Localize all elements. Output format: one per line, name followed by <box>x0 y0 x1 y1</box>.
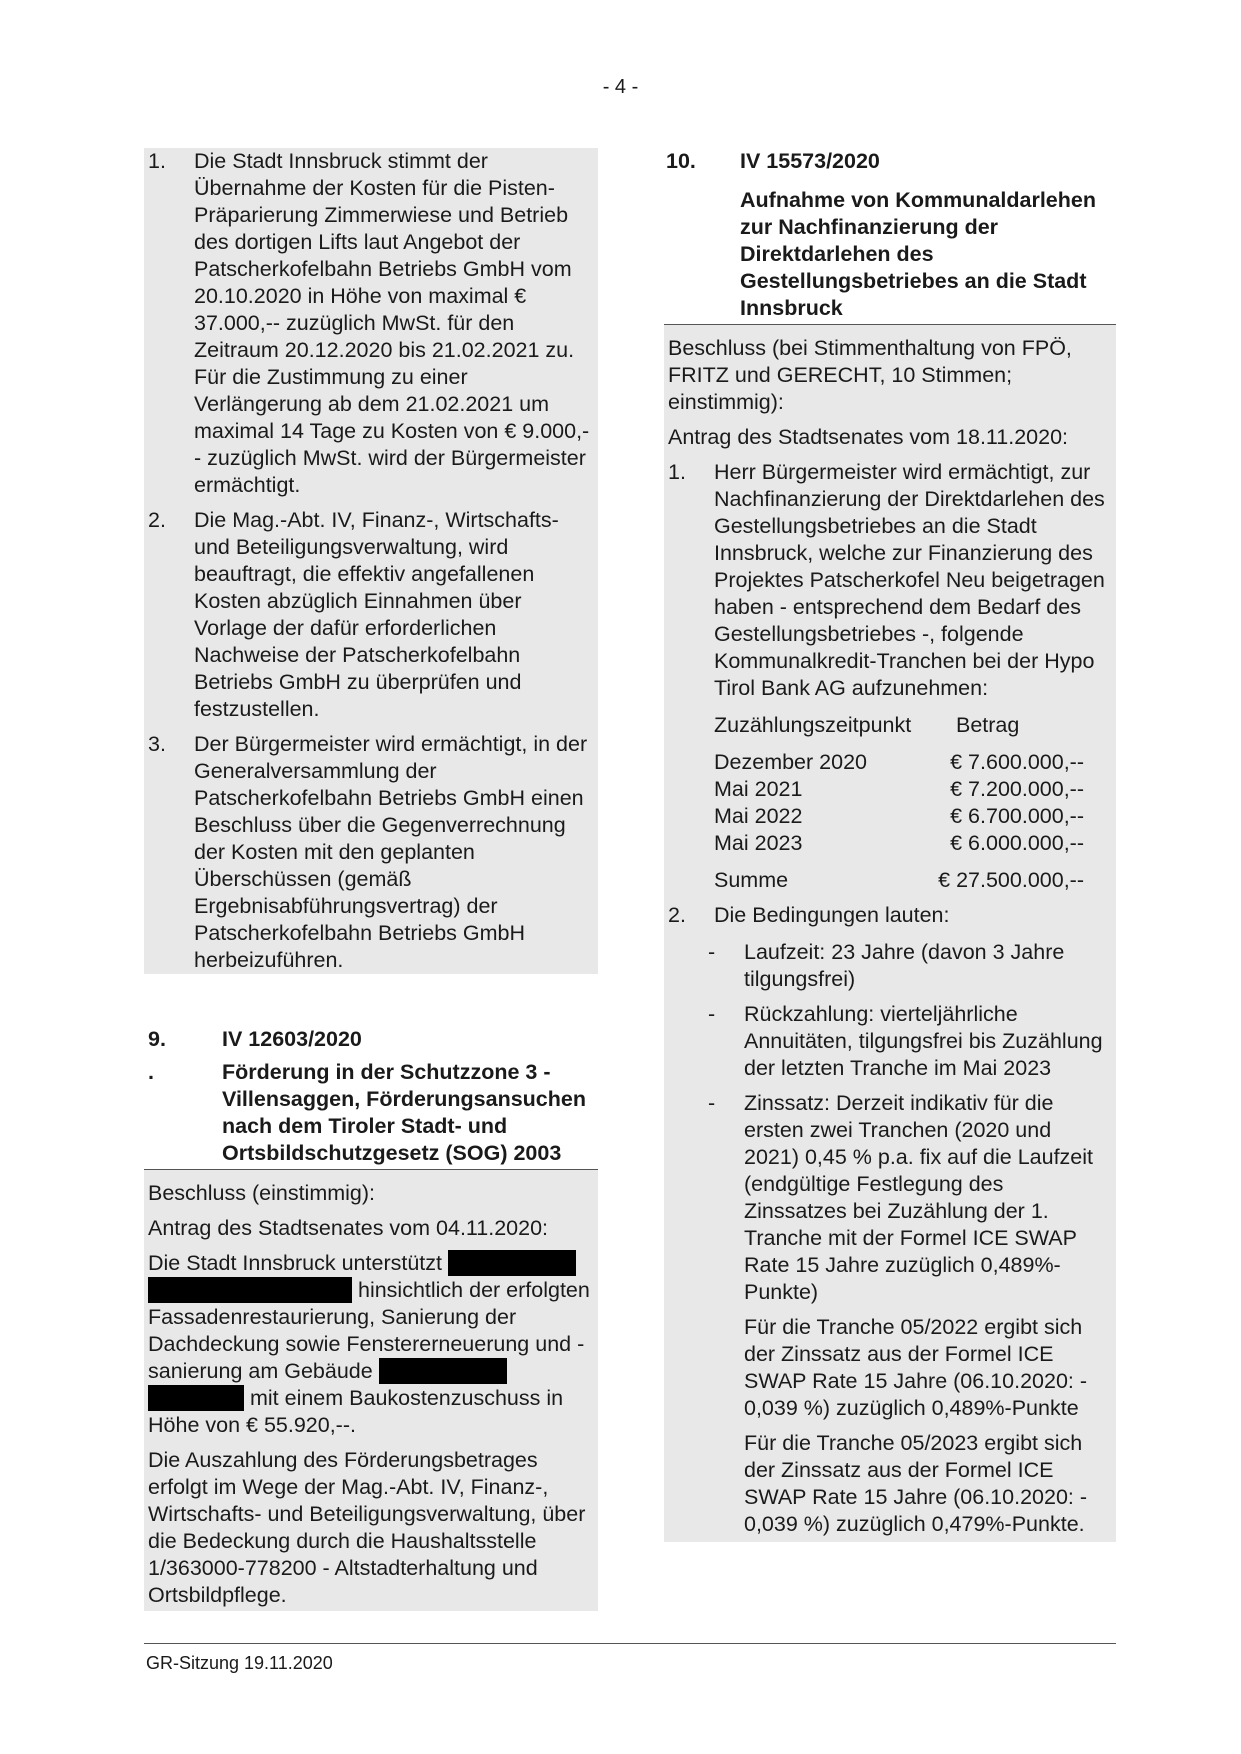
item-text: Der Bürgermeister wird ermächtigt, in der Generalversammlung der Patscherkofelbahn Betriebs GmbH einen Beschluss über die Gegenverrechnung der Kosten mit den geplanten Überschüssen (gemäß Ergebnisabführungsvertrag) der Patscherkofelbahn Betriebs GmbH herbeizuführen. <box>194 732 588 972</box>
item-number: 3. <box>148 732 166 756</box>
list-item <box>664 902 1116 929</box>
left-column <box>144 148 598 1611</box>
item-text: Die Mag.-Abt. IV, Finanz-, Wirtschafts- und Beteiligungsverwaltung, wird beauftragt, die effektiv angefallenen Kosten abzüglich Einnahmen über Vorlage der dafür erforderlichen Nachweise der Patscherkofelbahn Betriebs GmbH zu überprüfen und festzustellen. <box>194 508 559 721</box>
section-code: IV 15573/2020 <box>740 149 880 173</box>
footer-divider <box>144 1643 1116 1644</box>
item-text: Die Stadt Innsbruck stimmt der Übernahme der Kosten für die Pisten-Präparierung Zimmerwiese und Betrieb des dortigen Lifts laut Angebot der Patscherkofelbahn Betriebs GmbH vom 20.10.2020 in Höhe von maximal € 37.000,-- zuzüglich MwSt. für den Zeitraum 20.12.2020 bis 21.02.2021 zu. Für die Zustimmung zu einer Verlängerung ab dem 21.02.2021 um maximal 14 Tage zu Kosten von € 9.000,-- zuzüglich MwSt. wird der Bürgermeister ermächtigt. <box>194 149 590 497</box>
section-9-header <box>144 1026 598 1053</box>
list-item <box>144 731 598 974</box>
section-9-title: . Förderung in der Schutzzone 3 - Villensaggen, Förderungsansuchen nach dem Tiroler Stadt- und Ortsbildschutzgesetz (SOG) 2003 <box>144 1059 598 1170</box>
motion-line: Antrag des Stadtsenates vom 18.11.2020: <box>668 425 1069 449</box>
list-item <box>144 507 598 723</box>
redaction-box <box>148 1277 352 1303</box>
resolution-line: Beschluss (bei Stimmenthaltung von FPÖ, FRITZ und GERECHT, 10 Stimmen; einstimmig): <box>668 336 1072 414</box>
table-row: Mai 2023 € 6.000.000,-- <box>714 831 1084 855</box>
section-title: Aufnahme von Kommunaldarlehen zur Nachfinanzierung der Direktdarlehen des Gestellungsbetriebes an die Stadt Innsbruck <box>740 188 1096 320</box>
section-9-body <box>144 1170 598 1611</box>
condition-item: - Rückzahlung: vierteljährliche Annuitäten, tilgungsfrei bis Zuzählung der letzten Tranche im Mai 2023 <box>708 1002 1103 1080</box>
resolution-line: Beschluss (einstimmig): <box>148 1181 375 1205</box>
decision-items-block <box>144 148 598 974</box>
condition-item: - Laufzeit: 23 Jahre (davon 3 Jahre tilgungsfrei) <box>708 940 1065 991</box>
item-text: Herr Bürgermeister wird ermächtigt, zur Nachfinanzierung der Direktdarlehen des Gestellungsbetriebes an die Stadt Innsbruck, welche zur Finanzierung des Projektes Patscherkofel Neu beigetragen haben - entsprechend dem Bedarf des Gestellungsbetriebes -, folgende Kommunalkredit-Tranchen bei der Hypo Tirol Bank AG aufzunehmen: <box>714 460 1105 700</box>
table-row: Dezember 2020 € 7.600.000,-- <box>714 750 1084 774</box>
list-item <box>144 148 598 499</box>
redaction-box <box>448 1250 576 1276</box>
item-number: 1. <box>148 149 166 173</box>
item-number: 1. <box>668 460 686 484</box>
redaction-box <box>379 1358 507 1384</box>
table-row: Mai 2022 € 6.700.000,-- <box>714 804 1084 828</box>
table-sum-row: Summe € 27.500.000,-- <box>714 868 1084 892</box>
table-row: Mai 2021 € 7.200.000,-- <box>714 777 1084 801</box>
right-column <box>664 148 1116 1542</box>
motion-line: Antrag des Stadtsenates vom 04.11.2020: <box>148 1216 549 1240</box>
section-title: Förderung in der Schutzzone 3 - Villensaggen, Förderungsansuchen nach dem Tiroler Stadt- und Ortsbildschutzgesetz (SOG) 2003 <box>222 1060 586 1165</box>
section-10-title <box>664 187 1116 325</box>
tranche-table-header: Zuzählungszeitpunkt Betrag <box>714 713 1020 737</box>
section-10-header <box>664 148 1116 175</box>
item-number: 2. <box>148 508 166 532</box>
condition-paragraph: Für die Tranche 05/2023 ergibt sich der Zinssatz aus der Formel ICE SWAP Rate 15 Jahre (06.10.2020: - 0,039 %) zuzüglich 0,479%-Punkte. <box>744 1431 1088 1536</box>
support-paragraph: Die Stadt Innsbruck unterstützt hinsichtlich der erfolgten Fassadenrestaurierung, Sanierung der Dachdeckung sowie Fenstererneuerung und -sanierung am Gebäude mit einem Baukostenzuschuss in Höhe von € 55.920,--. <box>148 1251 590 1437</box>
payment-paragraph: Die Auszahlung des Förderungsbetrages erfolgt im Wege der Mag.-Abt. IV, Finanz-, Wirtschafts- und Beteiligungsverwaltung, über die Bedeckung durch die Haushaltsstelle 1/363000-778200 - Altstadterhaltung und Ortsbildpflege. <box>148 1448 586 1607</box>
section-10-body <box>664 325 1116 1542</box>
page-number: - 4 - <box>602 76 639 98</box>
redaction-box <box>148 1385 244 1411</box>
condition-item: - Zinssatz: Derzeit indikativ für die ersten zwei Tranchen (2020 und 2021) 0,45 % p.a. fix auf die Laufzeit (endgültige Festlegung des Zinssatzes bei Zuzählung der 1. Tranche mit der Formel ICE SWAP Rate 15 Jahre zuzüglich 0,489%-Punkte) <box>708 1091 1094 1304</box>
item-number: 2. <box>668 903 686 927</box>
footer-text: GR-Sitzung 19.11.2020 <box>146 1653 333 1673</box>
item-text: Die Bedingungen lauten: <box>714 903 950 927</box>
section-code: IV 12603/2020 <box>222 1027 362 1051</box>
list-item <box>664 459 1116 702</box>
section-number: 9. <box>148 1027 166 1051</box>
condition-paragraph: Für die Tranche 05/2022 ergibt sich der Zinssatz aus der Formel ICE SWAP Rate 15 Jahre (06.10.2020: - 0,039 %) zuzüglich 0,489%-Punkte <box>744 1315 1088 1420</box>
section-number: 10. <box>666 149 696 173</box>
